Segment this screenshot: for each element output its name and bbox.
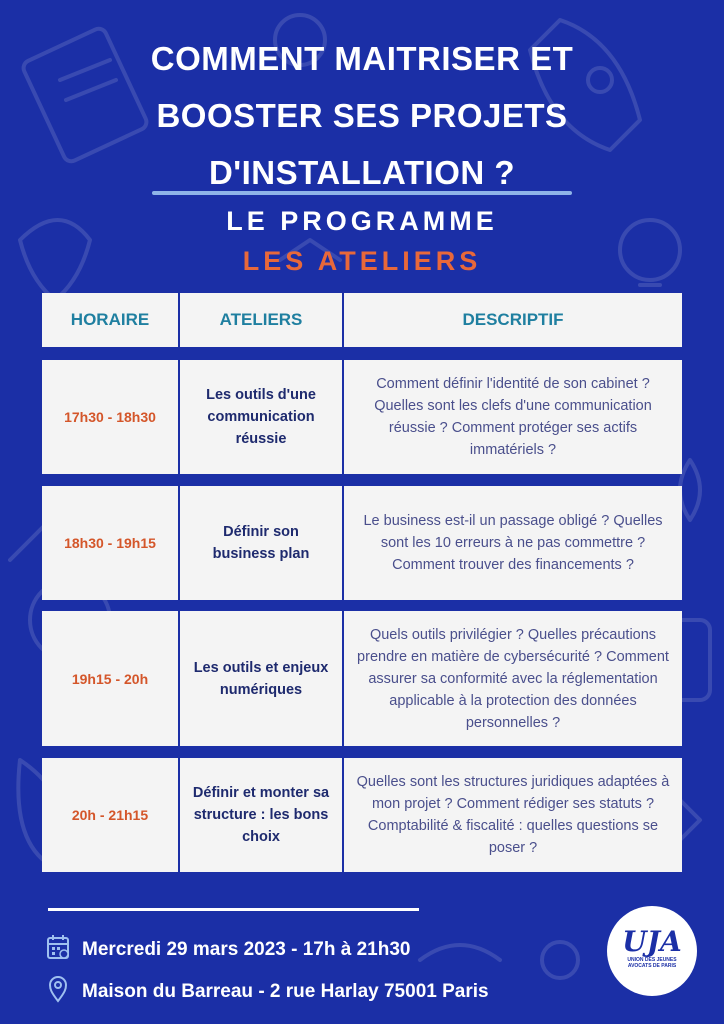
row-atelier: Définir et monter sa structure : les bons choix [180, 758, 344, 872]
row-descriptif: Quelles sont les structures juridiques adaptées à mon projet ? Comment rédiger ses statuts ? Comptabilité & fiscalité : quelles questions se poser ? [356, 774, 670, 856]
title-line-1: COMMENT MAITRISER ET [150, 40, 574, 77]
event-location-text: Maison du Barreau - 2 rue Harlay 75001 Paris [82, 981, 489, 1002]
row-time: 19h15 - 20h [42, 611, 180, 746]
table-row [42, 758, 682, 872]
location-pin-icon [46, 975, 82, 1009]
page-title [0, 30, 724, 201]
uja-logo-mark: UJA [622, 925, 682, 958]
row-atelier: Définir son business plan [180, 486, 344, 600]
event-location [46, 975, 489, 1009]
calendar-icon [46, 933, 82, 967]
title-divider [152, 191, 572, 195]
uja-logo-text: UNION DES JEUNES AVOCATS DE PARIS [627, 957, 677, 969]
row-time: 18h30 - 19h15 [42, 486, 180, 600]
table-row [42, 360, 682, 474]
table-row [42, 486, 682, 600]
row-time: 17h30 - 18h30 [42, 360, 180, 474]
column-header-ateliers: ATELIERS [180, 293, 344, 347]
column-header-horaire: HORAIRE [42, 293, 180, 347]
table-header-row [42, 293, 682, 347]
event-date [46, 933, 410, 967]
ateliers-heading: LES ATELIERS [242, 246, 482, 276]
row-descriptif: Quels outils privilégier ? Quelles précautions prendre en matière de cybersécurité ? Comment assurer sa conformité avec la réglementation applicable à la protection des données personnelles ? [357, 626, 669, 731]
row-atelier: Les outils et enjeux numériques [180, 611, 344, 746]
row-atelier: Les outils d'une communication réussie [180, 360, 344, 474]
uja-logo [607, 906, 697, 996]
title-line-3: D'INSTALLATION ? [208, 154, 516, 191]
column-header-descriptif: DESCRIPTIF [462, 310, 564, 329]
event-date-text: Mercredi 29 mars 2023 - 17h à 21h30 [82, 939, 411, 960]
title-line-2: BOOSTER SES PROJETS [156, 97, 568, 134]
row-descriptif: Le business est-il un passage obligé ? Quelles sont les 10 erreurs à ne pas commettre ? Comment trouver des financements ? [363, 513, 663, 573]
programme-heading: LE PROGRAMME [226, 206, 498, 236]
footer-divider [48, 908, 419, 911]
table-row [42, 611, 682, 746]
row-time: 20h - 21h15 [42, 758, 180, 872]
row-descriptif: Comment définir l'identité de son cabinet ? Quelles sont les clefs d'une communication réussie ? Comment protéger ses actifs immatériels ? [374, 376, 652, 458]
